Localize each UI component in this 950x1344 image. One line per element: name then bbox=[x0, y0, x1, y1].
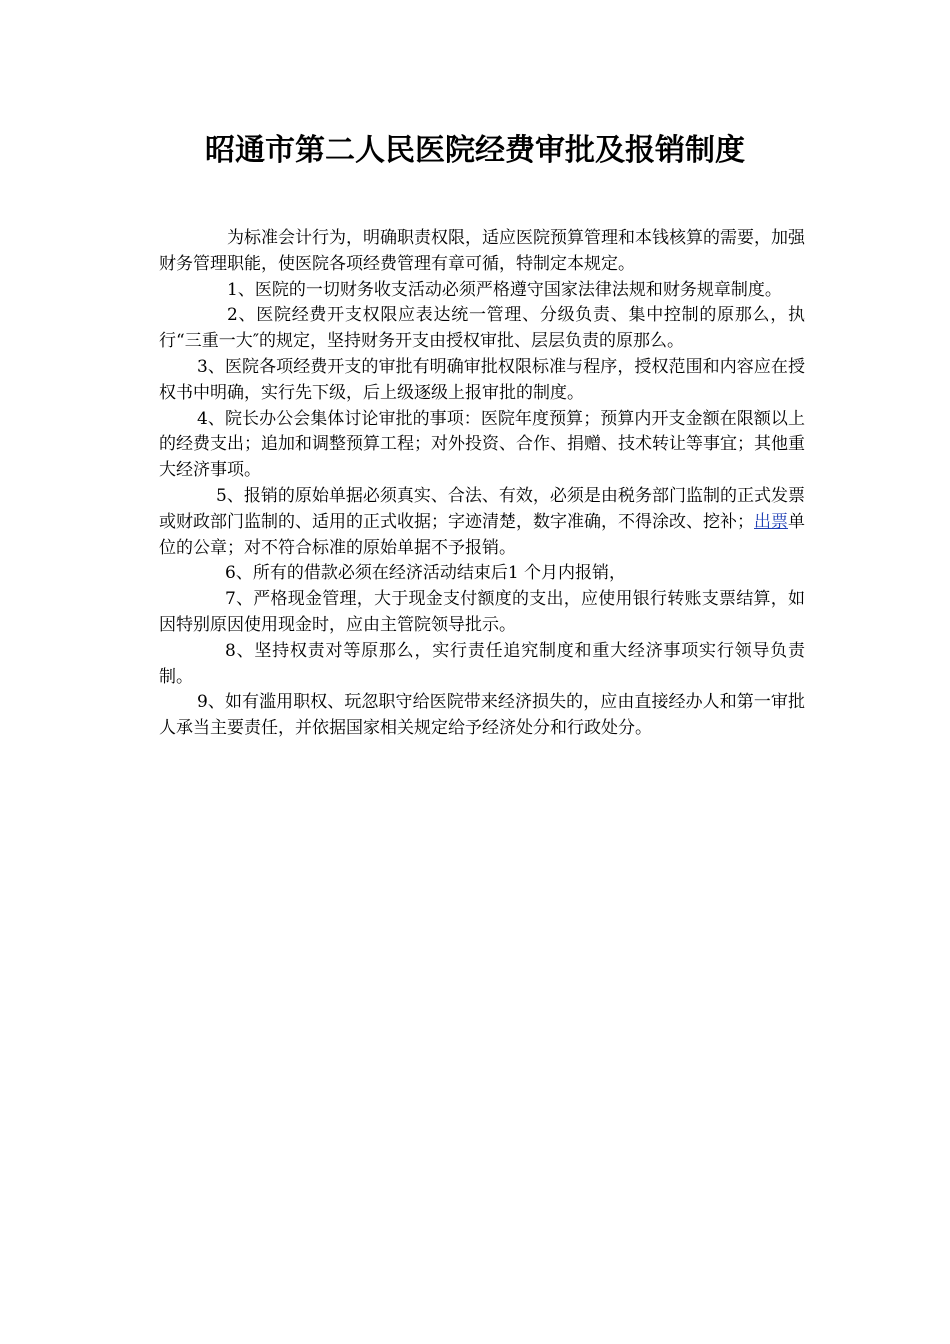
intro-paragraph: 为标准会计行为，明确职责权限，适应医院预算管理和本钱核算的需要，加强财务管理职能，使医院各项经费管理有章可循，特制定本规定。 bbox=[159, 228, 805, 274]
clause-5-text-a: 5、报销的原始单据必须真实、合法、有效，必须是由税务部门监制的正式发票或财政部门监制的、适用的正式收据；字迹清楚，数字准确，不得涂改、挖补； bbox=[159, 485, 805, 532]
invoice-issuer-link[interactable]: 出票 bbox=[754, 511, 788, 532]
clause-9: 9、如有滥用职权、玩忽职守给医院带来经济损失的，应由直接经办人和第一审批人承当主要责任，并依据国家相关规定给予经济处分和行政处分。 bbox=[159, 692, 805, 739]
clause-2: 2、医院经费开支权限应表达统一管理、分级负责、集中控制的原那么，执行“三重一大″的规定，坚持财务开支由授权审批、层层负责的原那么。 bbox=[159, 305, 805, 352]
clause-7: 7、严格现金管理，大于现金支付额度的支出，应使用银行转账支票结算，如因特别原因使用现金时，应由主管院领导批示。 bbox=[159, 589, 805, 635]
clause-5 bbox=[159, 484, 805, 561]
clause-1: 1、医院的一切财务收支活动必须严格遵守国家法律法规和财务规章制度。 bbox=[227, 279, 782, 300]
clause-6: 6、所有的借款必须在经济活动结束后1 个月内报销， bbox=[225, 563, 627, 584]
document-title: 昭通市第二人民医院经费审批及报销制度 bbox=[205, 133, 745, 168]
clause-5-text-b: 单位的公章；对不符合标准的原始单据不予报销。 bbox=[159, 511, 805, 558]
clause-3: 3、医院各项经费开支的审批有明确审批权限标准与程序，授权范围和内容应在授权书中明确，实行先下级，后上级逐级上报审批的制度。 bbox=[159, 356, 805, 403]
clause-4: 4、院长办公会集体讨论审批的事项：医院年度预算；预算内开支金额在限额以上的经费支出；追加和调整预算工程；对外投资、合作、捐赠、技术转让等事宜；其他重大经济事项。 bbox=[159, 408, 805, 481]
document-body bbox=[159, 226, 805, 742]
clause-8: 8、坚持权责对等原那么，实行责任追究制度和重大经济事项实行领导负责制。 bbox=[159, 640, 805, 687]
